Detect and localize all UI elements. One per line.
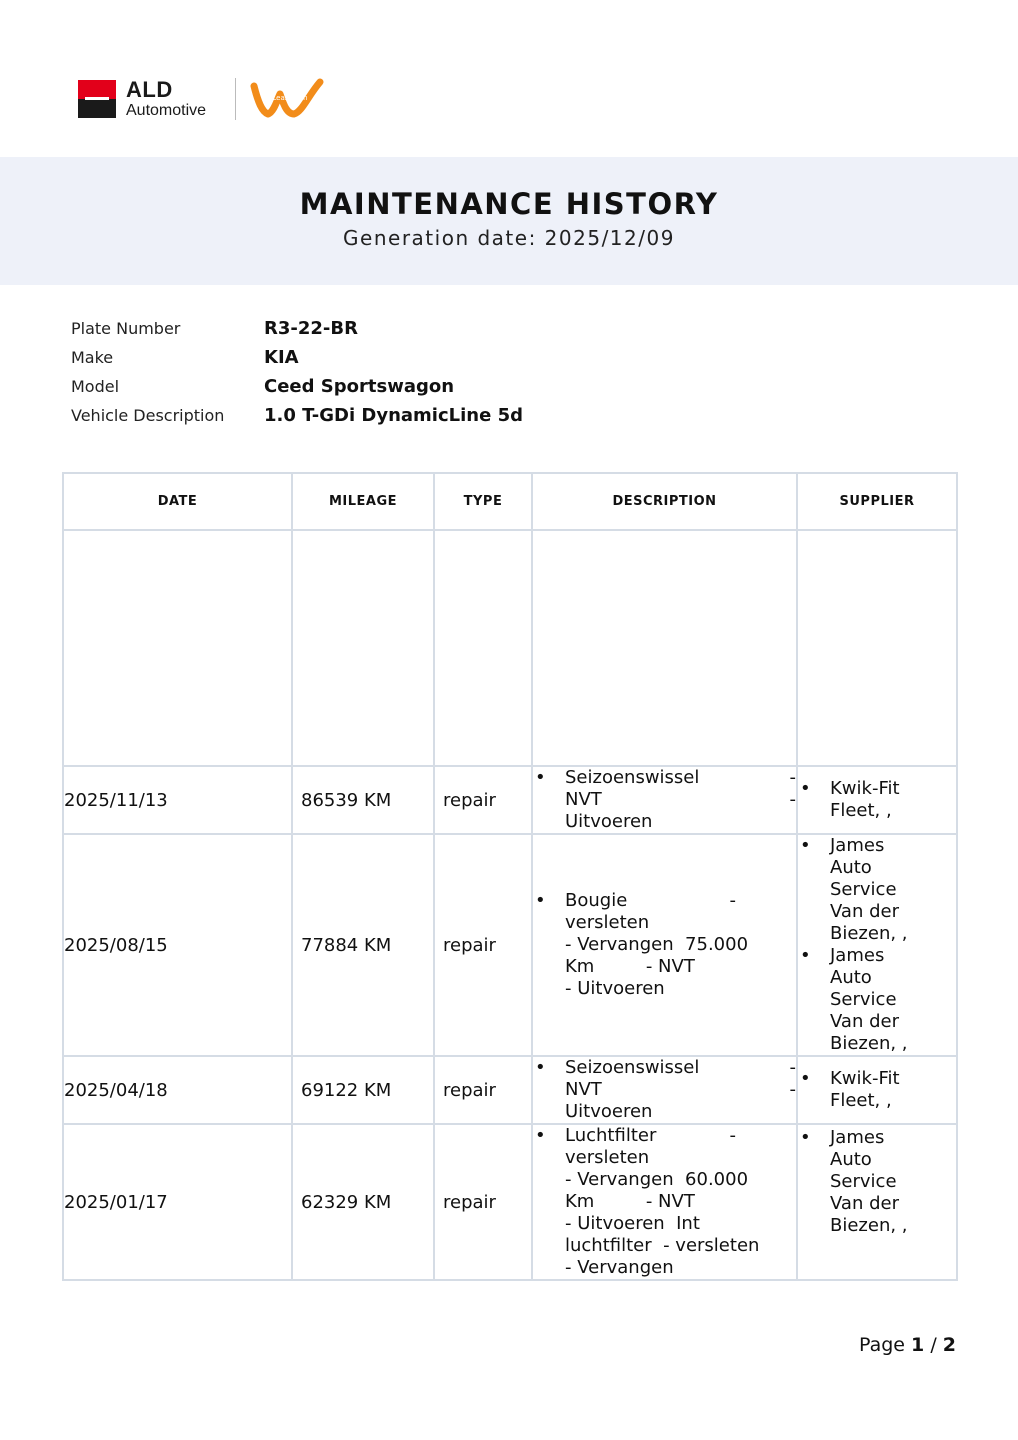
type-cell: repair [434, 1124, 532, 1280]
supplier-text: Auto [830, 1149, 872, 1170]
date-cell: 2025/08/15 [63, 834, 292, 1056]
ald-logo-line2: Automotive [126, 102, 207, 119]
page-current: 1 [911, 1334, 925, 1356]
description-value: 1.0 T-GDi DynamicLine 5d [264, 405, 523, 426]
supplier-text: Kwik-Fit [830, 1068, 900, 1089]
supplier-cell: • Kwik-Fit Fleet, , [797, 1056, 957, 1124]
supplier-text: Van der [830, 901, 899, 922]
model-value: Ceed Sportswagon [264, 376, 455, 397]
supplier-cell: • James Auto Service Van der Biezen, , • James Auto Service Van der Biezen, , [797, 834, 957, 1056]
desc-text: - Vervangen [565, 1257, 674, 1278]
desc-text: versleten [565, 912, 650, 933]
ald-logo-line1: ALD [126, 77, 173, 102]
plate-label: Plate Number [71, 319, 181, 338]
supplier-text: James [830, 945, 885, 966]
table-row [63, 766, 957, 834]
desc-text: NVT [565, 789, 602, 810]
plate-value: R3-22-BR [264, 318, 358, 339]
desc-text: Uitvoeren [565, 1101, 653, 1122]
company-logos [78, 76, 338, 122]
page-title: MAINTENANCE HISTORY [299, 187, 719, 221]
column-header-mileage: MILEAGE [292, 473, 434, 530]
ald-logo-text [126, 78, 206, 120]
supplier-text: James [830, 835, 885, 856]
date-cell: 2025/11/13 [63, 766, 292, 834]
desc-text: - [729, 890, 736, 911]
date-cell: 2025/01/17 [63, 1124, 292, 1280]
supplier-text: Van der [830, 1011, 899, 1032]
table-row [63, 1124, 957, 1280]
mileage-cell: 62329 KM [292, 1124, 434, 1280]
desc-text: luchtfilter - versleten [565, 1235, 760, 1256]
model-label: Model [71, 377, 120, 396]
description-cell: • Luchtfilter - versleten - Vervangen 60.000 Km - NVT - Uitvoeren Int luchtfilter - versleten - Vervangen [532, 1124, 797, 1280]
desc-text: Uitvoeren [565, 811, 653, 832]
column-header-type: TYPE [434, 473, 532, 530]
supplier-text: Biezen, , [830, 923, 908, 944]
supplier-text: Fleet, , [830, 800, 892, 821]
column-header-description: DESCRIPTION [532, 473, 797, 530]
supplier-cell: • Kwik-Fit Fleet, , [797, 766, 957, 834]
mileage-cell: 86539 KM [292, 766, 434, 834]
desc-text: Luchtfilter [565, 1125, 657, 1146]
mileage-cell: 69122 KM [292, 1056, 434, 1124]
description-cell: • Seizoenswissel - NVT - Uitvoeren [532, 766, 797, 834]
table-row [63, 1056, 957, 1124]
table-spacer-row [63, 530, 957, 766]
desc-text: NVT [565, 1079, 602, 1100]
supplier-text: Auto [830, 967, 872, 988]
date-cell: 2025/04/18 [63, 1056, 292, 1124]
desc-text: - [729, 1125, 736, 1146]
leaseplan-logo-text: LeasePlan [272, 94, 308, 102]
desc-text: - [789, 1057, 796, 1078]
type-cell: repair [434, 766, 532, 834]
supplier-text: Biezen, , [830, 1033, 908, 1054]
desc-text: Km - NVT [565, 1191, 695, 1212]
description-label: Vehicle Description [71, 406, 225, 425]
page-total: 2 [942, 1334, 956, 1356]
supplier-text: Auto [830, 857, 872, 878]
supplier-text: Service [830, 1171, 897, 1192]
make-label: Make [71, 348, 114, 367]
logo-divider [235, 78, 236, 120]
description-cell: • Seizoenswissel - NVT - Uitvoeren [532, 1056, 797, 1124]
desc-text: - Vervangen 75.000 [565, 934, 749, 955]
desc-text: Km - NVT [565, 956, 695, 977]
type-cell: repair [434, 1056, 532, 1124]
desc-text: - Uitvoeren [565, 978, 665, 999]
column-header-date: DATE [63, 473, 292, 530]
desc-text: Bougie [565, 890, 628, 911]
supplier-text: James [830, 1127, 885, 1148]
desc-text: - Uitvoeren Int [565, 1213, 700, 1234]
supplier-text: Service [830, 879, 897, 900]
table-row [63, 834, 957, 1056]
ald-logo-mark [78, 80, 116, 118]
supplier-text: Van der [830, 1193, 899, 1214]
desc-text: - Vervangen 60.000 [565, 1169, 749, 1190]
supplier-cell: • James Auto Service Van der Biezen, , [797, 1124, 957, 1280]
maintenance-table [62, 472, 958, 1281]
supplier-text: Biezen, , [830, 1215, 908, 1236]
supplier-text: Service [830, 989, 897, 1010]
desc-text: - [789, 767, 796, 788]
page-separator: / [930, 1334, 937, 1356]
supplier-text: Kwik-Fit [830, 778, 900, 799]
page-indicator [859, 1334, 956, 1356]
desc-text: Seizoenswissel [565, 1057, 700, 1078]
desc-text: - [789, 789, 796, 810]
desc-text: - [789, 1079, 796, 1100]
generation-date: Generation date: 2025/12/09 [343, 226, 675, 250]
desc-text: Seizoenswissel [565, 767, 700, 788]
leaseplan-logo [250, 76, 324, 122]
desc-text: versleten [565, 1147, 650, 1168]
column-header-supplier: SUPPLIER [797, 473, 957, 530]
type-cell: repair [434, 834, 532, 1056]
mileage-cell: 77884 KM [292, 834, 434, 1056]
description-cell: • Bougie - versleten - Vervangen 75.000 Km - NVT - Uitvoeren [532, 834, 797, 1056]
page-word: Page [858, 1334, 905, 1356]
table-header-row [63, 473, 957, 530]
supplier-text: Fleet, , [830, 1090, 892, 1111]
title-banner [0, 157, 1018, 285]
make-value: KIA [264, 347, 299, 368]
